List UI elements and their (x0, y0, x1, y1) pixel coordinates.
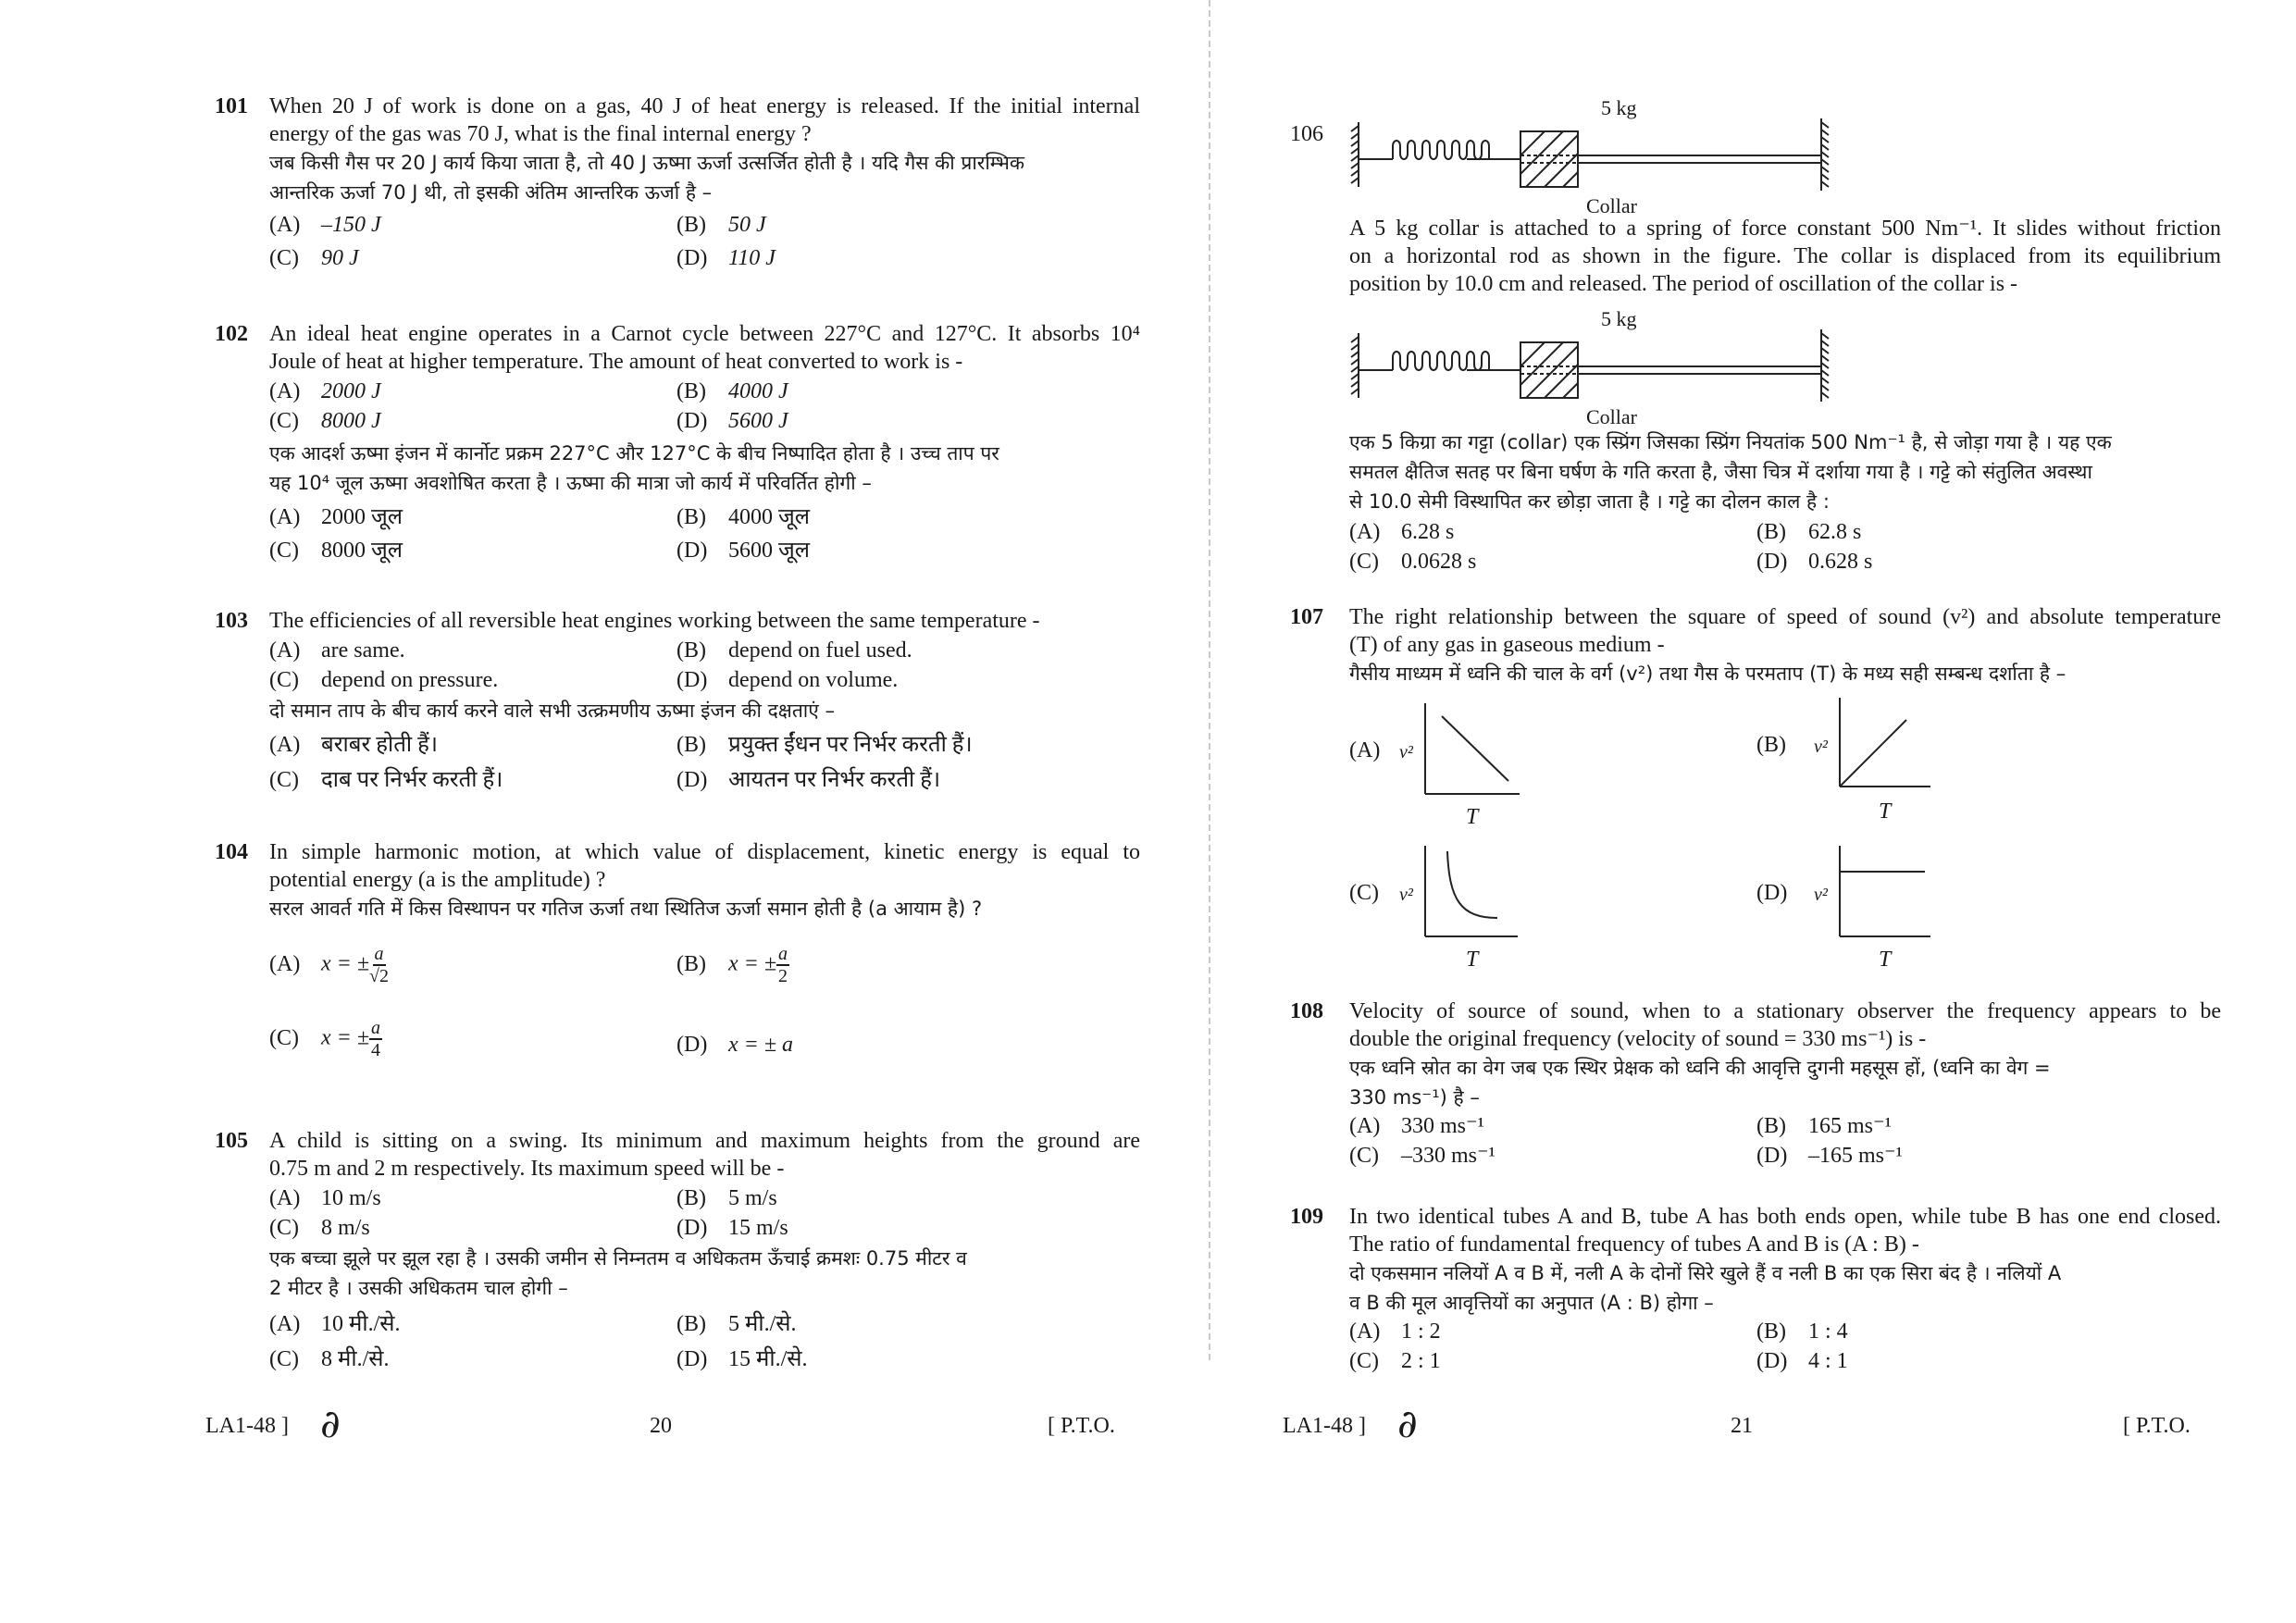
option-b[interactable]: (B) 165 ms⁻¹ (1756, 1114, 1892, 1138)
question-106 (1290, 93, 2221, 576)
question-text-en: (T) of any gas in gaseous medium - (1349, 633, 1665, 657)
collar-label: Collar (1586, 194, 1637, 217)
question-text-en: potential energy (a is the amplitude) ? (269, 868, 606, 892)
question-text-en: Joule of heat at higher temperature. The amount of heat converted to work is - (269, 350, 963, 374)
graph-options (1349, 701, 2221, 973)
option-b[interactable]: (B) 5 m/s (676, 1186, 777, 1210)
question-number: 103 (215, 609, 248, 633)
option-b[interactable]: (B) 4000 J (676, 379, 788, 403)
option-d[interactable]: (D) 15 m/s (676, 1216, 788, 1240)
spring-collar-figure (1349, 93, 1831, 217)
question-text-en: When 20 J of work is done on a gas, 40 J of heat energy is released. If the initial internal (269, 94, 1140, 118)
option-d[interactable]: (D) depend on volume. (676, 668, 899, 692)
question-number: 102 (215, 322, 248, 346)
question-text-hi: एक आदर्श ऊष्मा इंजन में कार्नोट प्रक्रम 227°C और 127°C के बीच निष्पादित होता है । उच्च ताप पर (269, 442, 999, 465)
option-d-hi[interactable]: (D) 15 मी./से. (676, 1347, 808, 1371)
question-text-en: A child is sitting on a swing. Its minimum and maximum heights from the ground are (269, 1129, 1140, 1153)
page-divider (1209, 0, 1210, 1360)
question-number: 105 (215, 1129, 248, 1153)
question-text-hi: व B की मूल आवृत्तियों का अनुपात (A : B) होगा – (1349, 1292, 1714, 1314)
option-d-hi[interactable]: (D) 5600 जूल (676, 539, 811, 563)
question-text-en: The right relationship between the square of speed of sound (v²) and absolute temperature (1349, 605, 2221, 629)
question-104 (215, 838, 1140, 1060)
question-text-en: The efficiencies of all reversible heat engines working between the same temperature - (269, 609, 1040, 633)
option-a[interactable]: (A) 10 m/s (269, 1186, 381, 1210)
option-d[interactable]: (D) –165 ms⁻¹ (1756, 1144, 1903, 1168)
option-d[interactable]: (D) 5600 J (676, 409, 788, 433)
question-text-en: position by 10.0 cm and released. The period of oscillation of the collar is - (1349, 272, 2018, 296)
graph-decreasing-line (1423, 701, 1534, 803)
question-text-hi: आन्तरिक ऊर्जा 70 J थी, तो इसकी अंतिम आन्तरिक ऊर्जा है – (269, 181, 713, 204)
option-c-hi[interactable]: (C) 8000 जूल (269, 539, 403, 563)
question-text-en: Velocity of source of sound, when to a stationary observer the frequency appears to be (1349, 999, 2221, 1023)
pto-label: [ P.T.O. (1048, 1414, 1115, 1438)
option-a[interactable]: (A) 1 : 2 (1349, 1319, 1441, 1344)
graph-option-c[interactable]: (C) v² T (1349, 844, 1756, 973)
graph-increasing-line (1838, 696, 1949, 798)
question-109 (1290, 1203, 2221, 1375)
right-page (1212, 0, 2296, 1623)
question-text-hi: एक ध्वनि स्रोत का वेग जब एक स्थिर प्रेक्षक को ध्वनि की आवृत्ति दुगनी महसूस हों, (ध्वनि का वेग = (1349, 1057, 2051, 1079)
option-b-hi[interactable]: (B) 4000 जूल (676, 505, 811, 529)
option-b[interactable]: (B) 1 : 4 (1756, 1319, 1848, 1344)
question-text-hi: समतल क्षैतिज सतह पर बिना घर्षण के गति करता है, जैसा चित्र में दर्शाया गया है । गट्टे को संतुलित अवस्था (1349, 461, 2092, 483)
graph-option-d[interactable]: (D) v² T (1756, 844, 2164, 973)
question-number: 101 (215, 94, 248, 118)
graph-option-b[interactable]: (B) v² T (1756, 701, 2164, 831)
option-c[interactable]: (C) –330 ms⁻¹ (1349, 1144, 1496, 1168)
partial-mark-icon: ∂ (320, 1401, 341, 1446)
option-b[interactable]: (B) 62.8 s (1756, 520, 1862, 544)
question-text-hi: दो समान ताप के बीच कार्य करने वाले सभी उत्क्रमणीय ऊष्मा इंजन की दक्षताएं – (269, 700, 836, 722)
option-d[interactable]: (D) 4 : 1 (1756, 1349, 1848, 1373)
option-c[interactable]: (C) 8000 J (269, 409, 381, 433)
question-text-en: The ratio of fundamental frequency of tubes A and B is (A : B) - (1349, 1233, 1919, 1257)
question-108 (1290, 997, 2221, 1170)
question-text-en: A 5 kg collar is attached to a spring of force constant 500 Nm⁻¹. It slides without friction (1349, 217, 2221, 241)
graph-option-a[interactable]: (A) v² T (1349, 701, 1756, 831)
question-text-en: An ideal heat engine operates in a Carnot cycle between 227°C and 127°C. It absorbs 10⁴ (269, 322, 1140, 346)
option-c-hi[interactable]: (C) दाब पर निर्भर करती हैं। (269, 768, 503, 792)
question-number: 104 (215, 840, 248, 864)
question-number: 108 (1290, 999, 1323, 1023)
option-a[interactable]: (A) 6.28 s (1349, 520, 1455, 544)
spring-collar-figure-hi (1349, 305, 1831, 428)
question-text-en: double the original frequency (velocity of sound = 330 ms⁻¹) is - (1349, 1027, 1927, 1051)
question-105 (215, 1127, 1140, 1373)
option-a-hi[interactable]: (A) बराबर होती हैं। (269, 733, 438, 757)
option-a-hi[interactable]: (A) 2000 जूल (269, 505, 403, 529)
question-text-hi: दो एकसमान नलियों A व B में, नली A के दोनों सिरे खुले हैं व नली B का एक सिरा बंद है । नलियों A (1349, 1262, 2062, 1284)
option-c[interactable]: (C) depend on pressure. (269, 668, 499, 692)
question-102 (215, 320, 1140, 564)
option-a[interactable]: (A) 330 ms⁻¹ (1349, 1114, 1484, 1138)
question-103 (215, 607, 1140, 794)
collar-label: Collar (1586, 405, 1637, 428)
page-footer (1283, 1401, 2217, 1446)
question-text-hi: 330 ms⁻¹) है – (1349, 1086, 1480, 1109)
graph-horizontal-line (1838, 844, 1949, 946)
partial-mark-icon: ∂ (1397, 1401, 1418, 1446)
question-text-en: 0.75 m and 2 m respectively. Its maximum speed will be - (269, 1157, 785, 1181)
question-number: 107 (1290, 605, 1323, 629)
option-a-hi[interactable]: (A) 10 मी./से. (269, 1312, 401, 1336)
question-text-en: on a horizontal rod as shown in the figure. The collar is displaced from its equilibrium (1349, 244, 2221, 268)
paper-code: LA1-48 ] (205, 1414, 289, 1438)
option-b-hi[interactable]: (B) 5 मी./से. (676, 1312, 797, 1336)
option-c[interactable]: (C) 2 : 1 (1349, 1349, 1441, 1373)
fraction: $\frac{a}{2}$ (778, 944, 788, 986)
paper-code: LA1-48 ] (1283, 1414, 1366, 1438)
option-a[interactable]: (A) –150 J (269, 213, 381, 237)
question-text-hi: 2 मीटर है । उसकी अधिकतम चाल होगी – (269, 1277, 568, 1299)
option-b-hi[interactable]: (B) प्रयुक्त ईंधन पर निर्भर करती हैं। (676, 733, 973, 757)
option-d[interactable]: (D) x = ± a (676, 1033, 794, 1057)
question-text-hi: सरल आवर्त गति में किस विस्थापन पर गतिज ऊर्जा तथा स्थितिज ऊर्जा समान होती है (a आयाम है) ? (269, 898, 983, 920)
option-c[interactable]: (C) 0.0628 s (1349, 550, 1477, 574)
graph-decreasing-curve (1423, 844, 1534, 946)
option-b[interactable]: (B) depend on fuel used. (676, 638, 912, 663)
option-d[interactable]: (D) 0.628 s (1756, 550, 1873, 574)
page-footer (205, 1401, 1131, 1446)
question-107 (1290, 603, 2221, 973)
question-101 (215, 93, 1140, 272)
option-c-hi[interactable]: (C) 8 मी./से. (269, 1347, 390, 1371)
option-c[interactable]: (C) 8 m/s (269, 1216, 370, 1240)
question-text-hi: यह 10⁴ जूल ऊष्मा अवशोषित करता है । ऊष्मा की मात्रा जो कार्य में परिवर्तित होगी – (269, 472, 872, 494)
fraction: $\frac{a}{4}$ (371, 1018, 381, 1060)
question-text-hi: गैसीय माध्यम में ध्वनि की चाल के वर्ग (v²) तथा गैस के परमताप (T) के मध्य सही सम्बन्ध दर्शाता है – (1349, 663, 2066, 685)
mass-label: 5 kg (1601, 307, 1637, 330)
question-text-en: In two identical tubes A and B, tube A has both ends open, while tube B has one end closed. (1349, 1205, 2221, 1229)
page-number: 21 (1731, 1414, 1753, 1438)
question-text-hi: जब किसी गैस पर 20 J कार्य किया जाता है, तो 40 J ऊष्मा ऊर्जा उत्सर्जित होती है । यदि गैस की प्रारम्भिक (269, 152, 1024, 174)
question-text-en: energy of the gas was 70 J, what is the final internal energy ? (269, 122, 812, 146)
pto-label: [ P.T.O. (2123, 1414, 2191, 1438)
option-c[interactable]: (C) x = ± $\frac{a}{4}$ (269, 1018, 381, 1060)
option-d-hi[interactable]: (D) आयतन पर निर्भर करती हैं। (676, 768, 941, 792)
question-text-hi: एक बच्चा झूले पर झूल रहा है । उसकी जमीन से निम्नतम व अधिकतम ऊँचाई क्रमशः 0.75 मीटर व (269, 1247, 967, 1270)
question-number: 109 (1290, 1205, 1323, 1229)
option-a[interactable]: (A) x = ± $\frac{a}{√2}$ (269, 944, 390, 986)
question-text-hi: एक 5 किग्रा का गट्टा (collar) एक स्प्रिंग जिसका स्प्रिंग नियतांक 500 Nm⁻¹ है, से जोड़ा गया है । यह एक (1349, 431, 2112, 453)
question-text-en: In simple harmonic motion, at which value of displacement, kinetic energy is equal to (269, 840, 1140, 864)
fraction: $\frac{a}{√2}$ (369, 944, 390, 986)
mass-label: 5 kg (1601, 96, 1637, 119)
option-b[interactable]: (B) 50 J (676, 213, 766, 237)
option-d[interactable]: (D) 110 J (676, 246, 776, 270)
option-c[interactable]: (C) 90 J (269, 246, 359, 270)
question-number: 106 (1290, 122, 1323, 146)
option-b[interactable]: (B) x = ± $\frac{a}{2}$ (676, 944, 788, 986)
page-number: 20 (650, 1414, 672, 1438)
question-text-hi: से 10.0 सेमी विस्थापित कर छोड़ा जाता है । गट्टे का दोलन काल है : (1349, 490, 1830, 513)
option-a[interactable]: (A) are same. (269, 638, 405, 663)
option-a[interactable]: (A) 2000 J (269, 379, 381, 403)
